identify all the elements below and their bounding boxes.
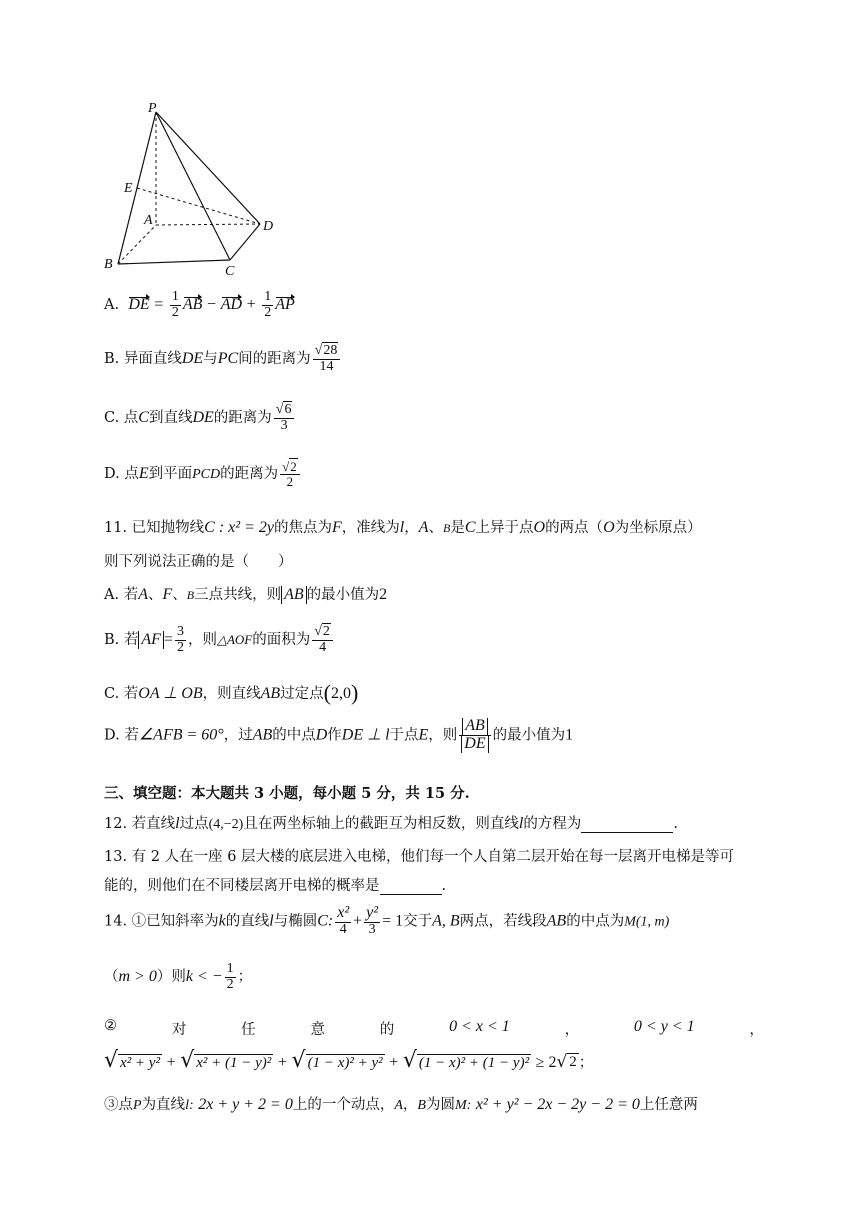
ratio-fraction: $\frac{AB}{DE}$ — [459, 718, 490, 753]
q11-option-b: B. 若 AF = $\frac{3}{2}$ ，则△AOF的面积为 $\frac{√2}{4}$ — [104, 625, 335, 655]
pyramid-diagram — [100, 98, 300, 278]
label-e: E — [124, 181, 133, 196]
q14-statement-2: ② 对 任 意 的 0 < x < 1 ， 0 < y < 1 ， — [104, 1018, 764, 1038]
label-p: P — [148, 101, 157, 116]
fraction-half-2: $\frac{1}{2}$ — [264, 289, 272, 320]
q10-option-c: C. 点C到直线DE的距离为 $\frac{√6}{3}$ — [104, 403, 296, 433]
label-b: B — [104, 257, 113, 272]
distance-fraction: $\frac{√28}{14}$ — [313, 344, 341, 374]
q13-line2: 能的，则他们在不同楼层离开电梯的概率是 . — [104, 878, 447, 894]
q11-option-d: D. 若∠AFB = 60°，过AB的中点D作DE ⊥ l于点E，则 $\frac{AB}{DE}$ 的最小值为1 — [104, 717, 574, 752]
label-d: D — [263, 219, 274, 234]
area-fraction: $\frac{√2}{4}$ — [312, 625, 333, 655]
answer-blank[interactable] — [380, 878, 442, 895]
q10-option-a: A. DE = $\frac{1}{2}$ AB − AD + $\frac{1}{2}$ AP — [104, 289, 295, 320]
label-a: A — [144, 213, 153, 228]
distance-fraction: $\frac{√6}{3}$ — [274, 403, 295, 433]
distance-fraction: $\frac{√2}{2}$ — [280, 460, 300, 488]
q11-stem: 11. 已知抛物线C : x² = 2y的焦点为F，准线为l，A、B是C上异于点O的两点（O为坐标原点） — [104, 519, 702, 536]
fraction-half-1: $\frac{1}{2}$ — [171, 289, 179, 320]
q14-inequality: √ x² + y² + √ x² + (1 − y)² + √ (1 − x)² + y² + √ (1 − x)² + (1 − y)² ≥ 2 √ 2 ； — [104, 1048, 594, 1073]
q13-line1: 13. 有 2 人在一座 6 层大楼的底层进入电梯，他们每一个人自第二层开始在每一层离开电梯是等可 — [104, 849, 735, 865]
q10-option-d: D. 点E到平面PCD的距离为 $\frac{√2}{2}$ — [104, 460, 302, 488]
q14-statement-3: ③点P为直线l: 2x + y + 2 = 0上的一个动点，A，B为圆M: x² + y² − 2x − 2y − 2 = 0上任意两 — [104, 1096, 698, 1113]
pyramid-figure — [100, 98, 300, 278]
q14-statement-1: 14. ①已知斜率为k的直线l与椭圆C: $\frac{\text{x²}}{4}$ + $\frac{\text{y²}}{3}$ = 1交于A, B两点，若线段AB的中点为M(1, m) — [104, 904, 670, 937]
q12: 12. 若直线l过点(4,−2)且在两坐标轴上的截距互为相反数，则直线l的方程为 . — [104, 815, 678, 832]
q11-option-a: A. 若A、F、B三点共线，则 AB 的最小值为2 — [104, 586, 388, 603]
q11-stem-line2: 则下列说法正确的是（ ） — [104, 554, 293, 570]
label-c: C — [225, 264, 235, 278]
q14-statement-1-cont: （m > 0）则k < − $\frac{1}{2}$ ； — [104, 961, 253, 992]
vector-de: DE — [128, 296, 150, 314]
q10-option-b: B. 异面直线DE与PC间的距离为 $\frac{√28}{14}$ — [104, 344, 342, 374]
section-title: 三、填空题：本大题共 3 小题，每小题 5 分，共 15 分. — [104, 785, 470, 802]
answer-blank[interactable] — [581, 816, 673, 833]
q11-option-c: C. 若OA ⊥ OB，则直线AB过定点(2,0) — [104, 680, 359, 705]
